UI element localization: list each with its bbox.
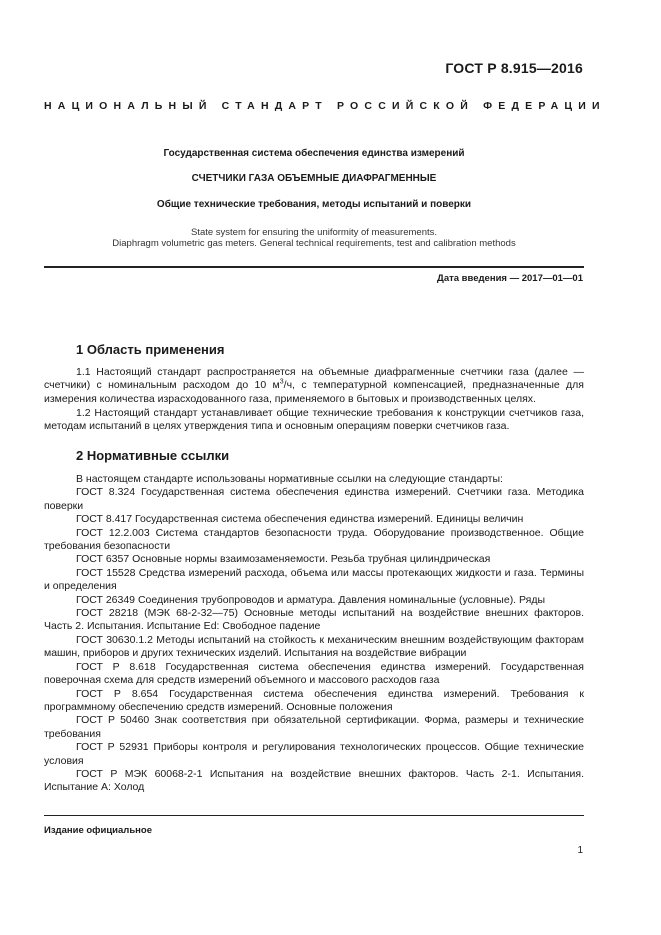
reference-item: ГОСТ 15528 Средства измерений расхода, объема или массы протекающих жидкости и газа. Термины и определения — [44, 566, 584, 593]
normative-references-list — [44, 473, 584, 795]
section2-heading: 2 Нормативные ссылки — [76, 448, 230, 463]
bottom-divider — [44, 815, 584, 816]
section1-paragraph2: 1.2 Настоящий стандарт устанавливает общие технические требования к конструкции счетчиков газа, методам испытаний в целях утверждения типа и основным операциям поверки счетчиков газа. — [44, 407, 584, 433]
reference-item: ГОСТ Р 8.654 Государственная система обеспечения единства измерений. Требования к программному обеспечению средств измерений. Основные положения — [44, 687, 584, 713]
title-english-line1: State system for ensuring the uniformity of measurements. — [190, 227, 438, 238]
reference-item: ГОСТ 8.417 Государственная система обеспечения единства измерений. Единицы величин — [76, 513, 524, 526]
title-english-line2: Diaphragm volumetric gas meters. General technical requirements, test and calibration methods — [112, 238, 516, 249]
title-system: Государственная система обеспечения единства измерений — [163, 148, 465, 159]
p1-text-before: 1.1 Настоящий стандарт распространяется на объемные диафрагменные счетчики газа (далее — счетчики) с номинальным расходом до 10 м — [44, 366, 584, 392]
p1-superscript: 3 — [279, 378, 284, 386]
reference-item: ГОСТ 30630.1.2 Методы испытаний на стойкость к механическим внешним воздействующим факторам машин, приборов и других технических изделий. Испытания на воздействие вибрации — [44, 633, 584, 660]
page-number: 1 — [577, 845, 583, 856]
reference-item: ГОСТ Р 8.618 Государственная система обеспечения единства измерений. Государственная поверочная схема для средств измерений объемного и массового расходов газа — [44, 660, 584, 687]
top-divider — [44, 266, 584, 268]
reference-item: ГОСТ 12.2.003 Система стандартов безопасности труда. Оборудование производственное. Общие требования безопасности — [44, 526, 584, 553]
gost-number: ГОСТ Р 8.915—2016 — [445, 60, 583, 76]
reference-item: ГОСТ 8.324 Государственная система обеспечения единства измерений. Счетчики газа. Методика поверки — [44, 486, 584, 512]
reference-item: ГОСТ Р 50460 Знак соответствия при обязательной сертификации. Форма, размеры и технические требования — [44, 714, 584, 740]
official-edition-label: Издание официальное — [44, 825, 152, 836]
section1-paragraph1 — [44, 366, 584, 406]
reference-intro: В настоящем стандарте использованы нормативные ссылки на следующие стандарты: — [76, 473, 503, 485]
section1-heading: 1 Область применения — [76, 342, 225, 357]
p1-text-after: /ч, с температурной компенсацией, предназначенные для измерения количества израсходованного газа, применяемого в бытовых и производственных целях. — [44, 379, 584, 405]
introduction-date: Дата введения — 2017—01—01 — [437, 273, 583, 284]
reference-item: ГОСТ 28218 (МЭК 68-2-32—75) Основные методы испытаний на воздействие внешних факторов. Часть 2. Испытания. Испытание Ed: Свободное падение — [44, 607, 584, 633]
title-name: СЧЕТЧИКИ ГАЗА ОБЪЕМНЫЕ ДИАФРАГМЕННЫЕ — [191, 173, 437, 184]
reference-item: ГОСТ 26349 Соединения трубопроводов и арматура. Давления номинальные (условные). Ряды — [76, 593, 546, 606]
national-standard-heading: НАЦИОНАЛЬНЫЙ СТАНДАРТ РОССИЙСКОЙ ФЕДЕРАЦИИ — [44, 100, 606, 112]
reference-item: ГОСТ 6357 Основные нормы взаимозаменяемости. Резьба трубная цилиндрическая — [76, 553, 491, 566]
title-subtitle: Общие технические требования, методы испытаний и поверки — [156, 199, 472, 210]
reference-item: ГОСТ Р 52931 Приборы контроля и регулирования технологических процессов. Общие технические условия — [44, 741, 584, 767]
reference-item: ГОСТ Р МЭК 60068-2-1 Испытания на воздействие внешних факторов. Часть 2-1. Испытания. Испытание А: Холод — [44, 767, 584, 794]
